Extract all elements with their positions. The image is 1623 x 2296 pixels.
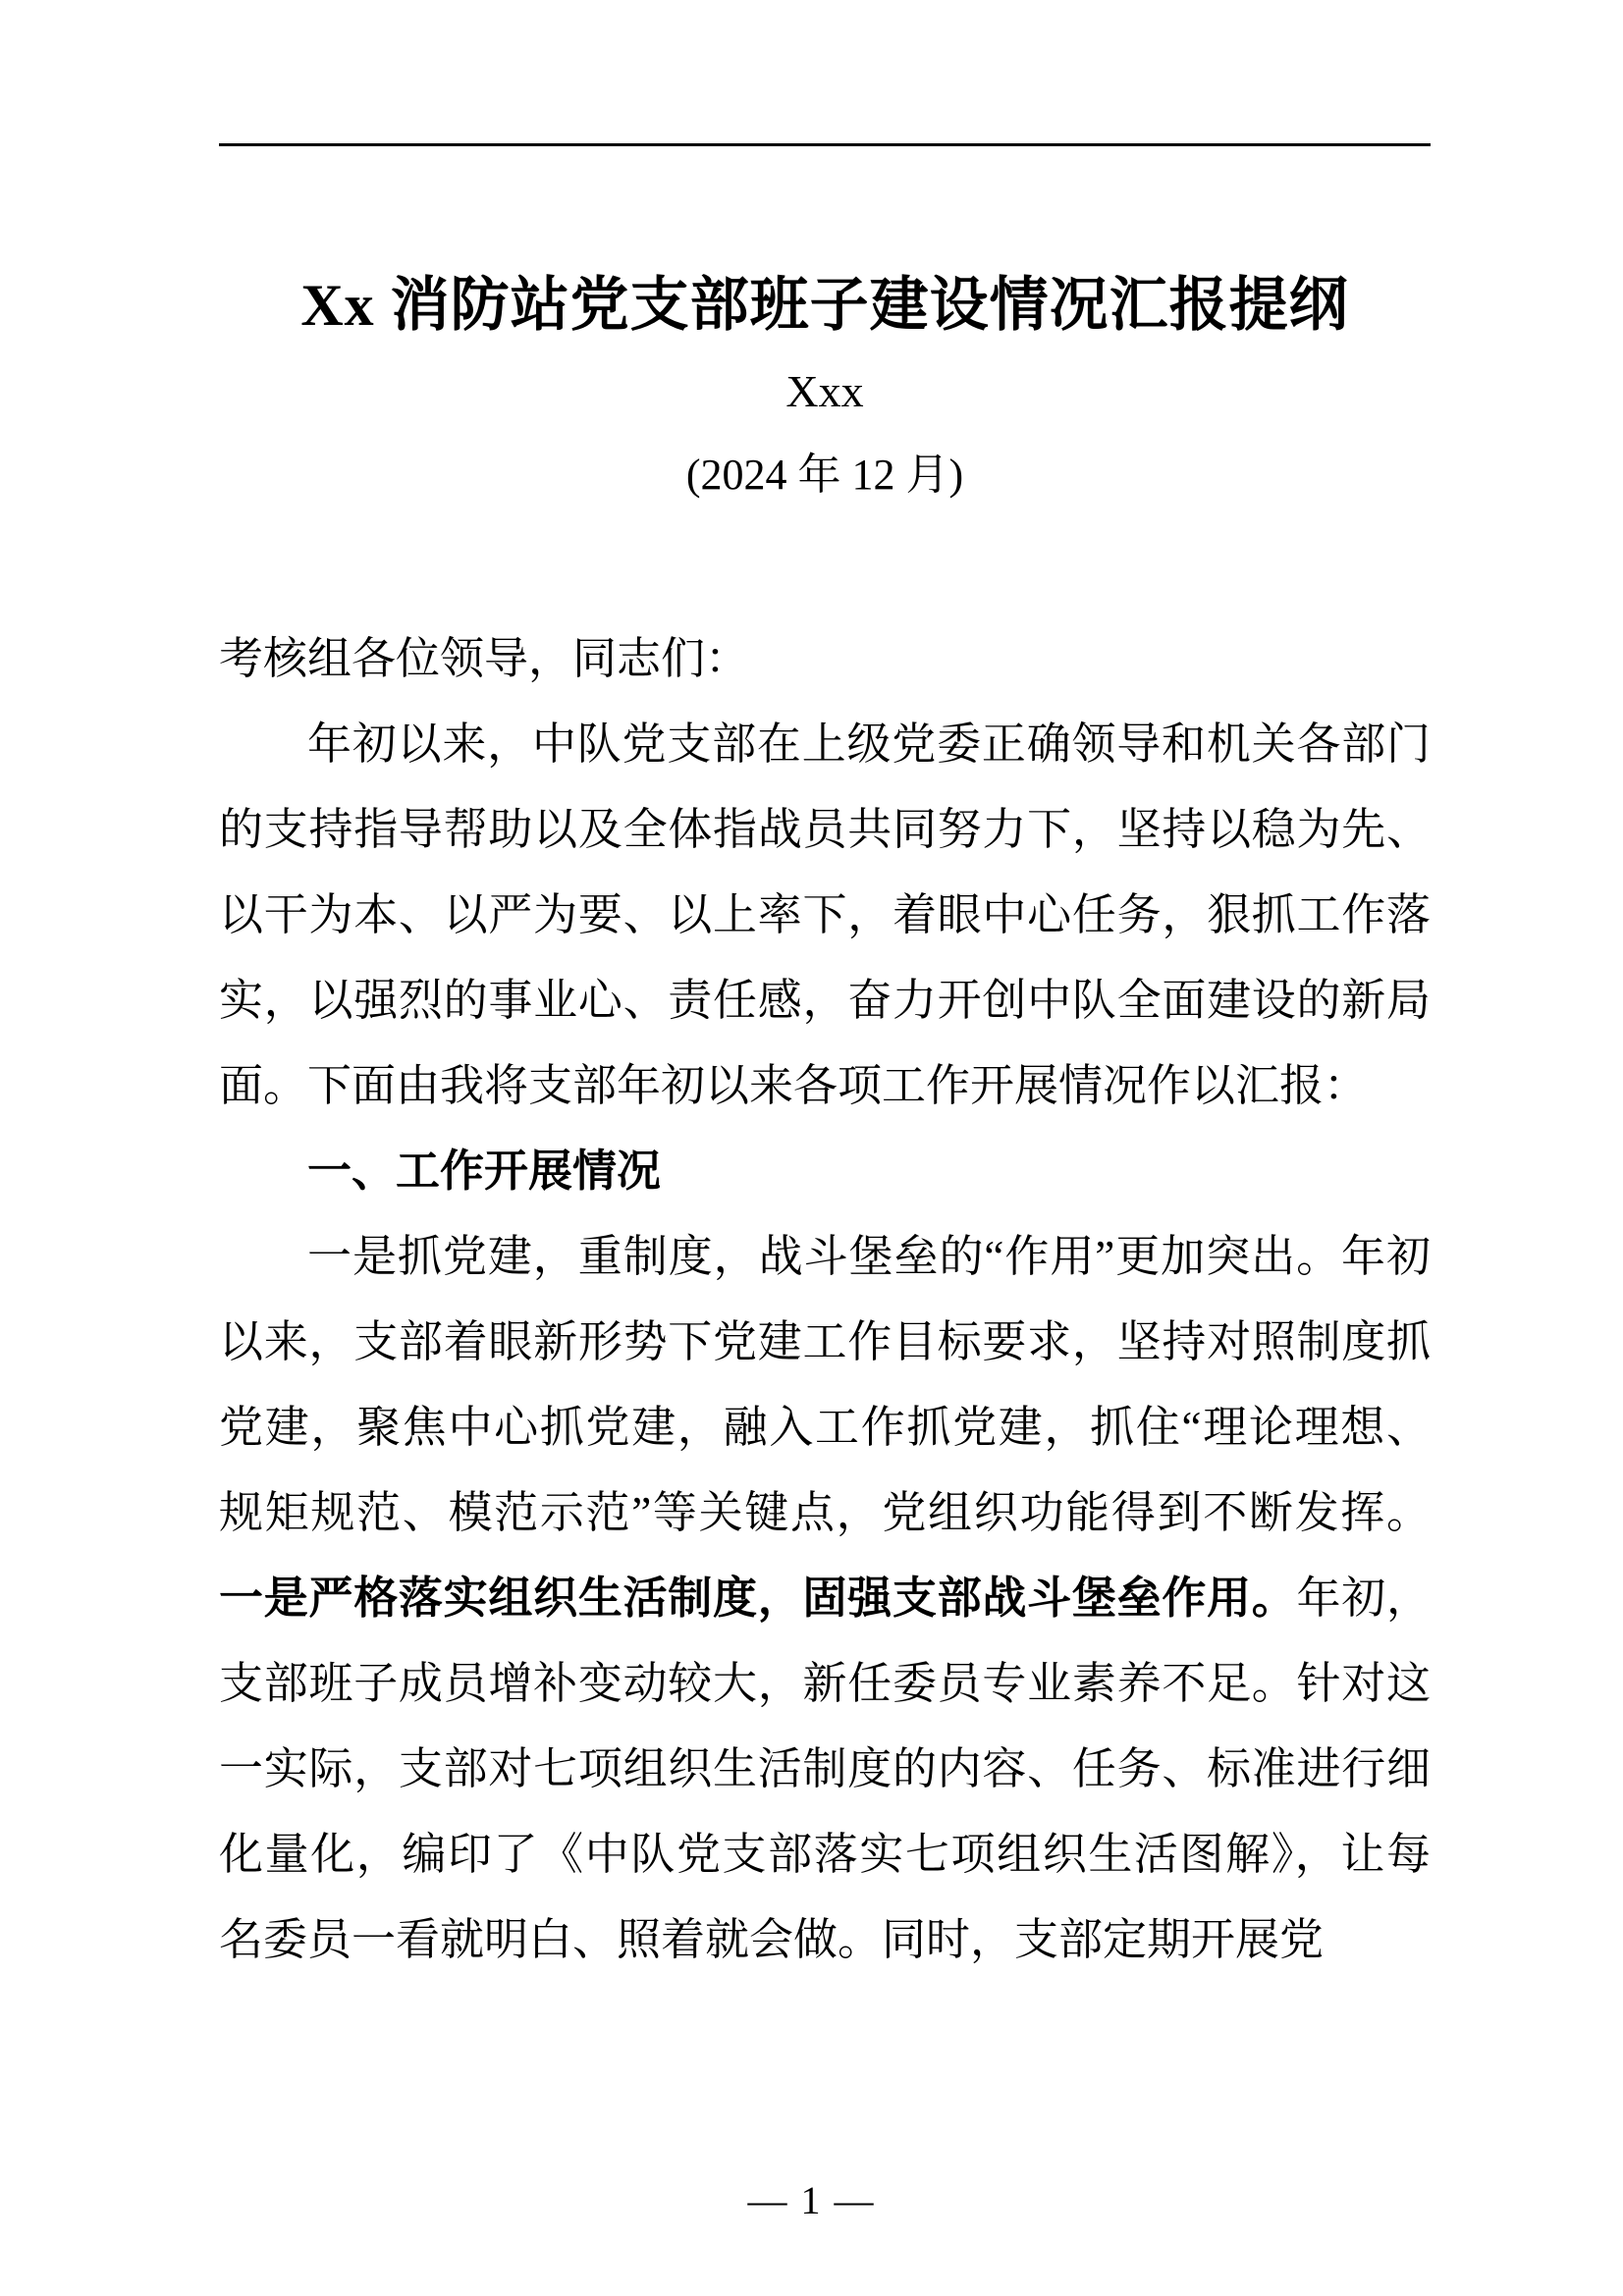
salutation-line: 考核组各位领导，同志们： [219, 633, 750, 683]
body-run-normal-2: 年初，支部班子成员增补变动较大，新任委员专业素养不足。针对这一实际，支部对七项组织生活制度的内容、任务、标准进行细化量化，编印了《中队党支部落实七项组织生活图解》，让每名委员一看就明白、照着就会做。同时，支部定期开展党 [219, 1573, 1431, 1964]
body-run-normal-1: 一是抓党建，重制度，战斗堡垒的“作用”更加突出。年初以来，支部着眼新形势下党建工作目标要求，坚持对照制度抓党建，聚焦中心抓党建，融入工作抓党建，抓住“理论理想、规矩规范、模范示范”等关键点，党组织功能得到不断发挥。 [219, 1231, 1431, 1537]
page-number: — 1 — [747, 2178, 876, 2222]
author-line: Xxx [785, 366, 864, 416]
intro-paragraph: 年初以来，中队党支部在上级党委正确领导和机关各部门的支持指导帮助以及全体指战员共同努力下，坚持以稳为先、以干为本、以严为要、以上率下，着眼中心任务，狠抓工作落实，以强烈的事业心、责任感，奋力开创中队全面建设的新局面。下面由我将支部年初以来各项工作开展情况作以汇报： [219, 719, 1431, 1110]
document-title: Xx 消防站党支部班子建设情况汇报提纲 [300, 273, 1349, 338]
body-paragraph [219, 1214, 1431, 1983]
body-run-bold: 一是严格落实组织生活制度，固强支部战斗堡垒作用。 [219, 1573, 1297, 1623]
document-body [219, 616, 1431, 1983]
date-line: (2024 年 12 月) [685, 450, 964, 499]
section-heading: 一、工作开展情况 [307, 1146, 662, 1196]
header-rule [219, 143, 1431, 146]
